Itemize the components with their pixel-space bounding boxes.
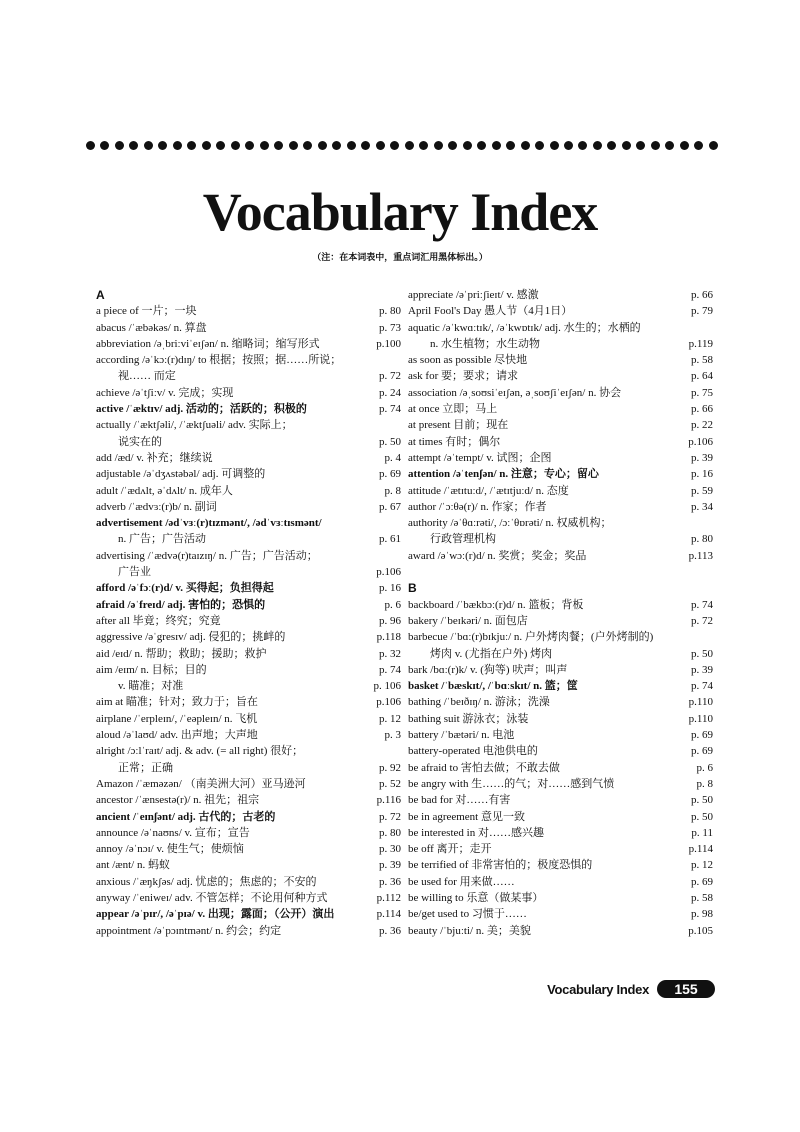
entry-page: p.116	[376, 794, 401, 807]
rule-dot	[521, 141, 530, 150]
index-entry	[408, 303, 713, 319]
index-entry	[408, 629, 713, 645]
index-entry	[408, 841, 713, 857]
entry-text: attempt /əˈtempt/ v. 试图；企图	[408, 451, 552, 464]
index-entry	[96, 531, 401, 547]
entry-text: beauty /ˈbjuːti/ n. 美；美貌	[408, 924, 531, 937]
rule-dot	[100, 141, 109, 150]
entry-text: afraid /əˈfreɪd/ adj. 害怕的；恐惧的	[96, 598, 266, 611]
entry-text: appear /əˈpɪr/, /əˈpɪə/ v. 出现；露面；（公开）演出	[96, 908, 335, 921]
entry-page: p.110	[688, 712, 713, 725]
entry-page: p. 58	[691, 891, 713, 904]
footer-label: Vocabulary Index	[547, 981, 649, 997]
entry-text: aim at 瞄准；针对；致力于；旨在	[96, 696, 258, 709]
index-column-right	[408, 287, 713, 939]
entry-page: p.113	[688, 549, 713, 562]
entry-text: afford /əˈfɔː(r)d/ v. 买得起；负担得起	[96, 582, 274, 595]
entry-page: p. 50	[691, 647, 713, 660]
entry-text: B	[408, 581, 417, 596]
entry-page: p. 106	[373, 680, 401, 693]
entry-text: bathing /ˈbeɪðɪŋ/ n. 游泳；洗澡	[408, 696, 550, 709]
section-letter	[408, 580, 713, 596]
index-entry	[96, 792, 401, 808]
entry-text: battery-operated 电池供电的	[408, 745, 538, 758]
entry-text: ancestor /ˈænsestə(r)/ n. 祖先；祖宗	[96, 794, 260, 807]
entry-page: p. 66	[691, 403, 713, 416]
entry-page: p. 52	[379, 777, 401, 790]
index-entry	[408, 825, 713, 841]
index-entry	[96, 303, 401, 319]
index-entry	[408, 417, 713, 433]
rule-dot	[260, 141, 269, 150]
index-entry	[96, 662, 401, 678]
entry-text: n. 水生植物；水生动物	[430, 337, 540, 350]
index-entry	[408, 613, 713, 629]
entry-page: p. 58	[691, 354, 713, 367]
rule-dot	[216, 141, 225, 150]
entry-text: 说实在的	[118, 435, 162, 448]
entry-text: aquatic /əˈkwɑːtɪk/, /əˈkwɒtɪk/ adj. 水生的；水栖的	[408, 321, 641, 334]
rule-dot	[231, 141, 240, 150]
rule-dot	[593, 141, 602, 150]
entry-text: be angry with 生……的气；对……感到气愤	[408, 777, 615, 790]
page-footer	[540, 979, 715, 999]
entry-text: advertising /ˈædvə(r)taɪzɪŋ/ n. 广告；广告活动；	[96, 549, 318, 562]
index-entry	[96, 776, 401, 792]
rule-dot	[709, 141, 718, 150]
entry-text: association /əˌsoʊsiˈeɪʃən, əˌsoʊʃiˈeɪʃən/ n. 协会	[408, 386, 622, 399]
entry-text: 烤肉 v. (尤指在户外) 烤肉	[430, 647, 553, 660]
entry-text: be/get used to 习惯于……	[408, 908, 527, 921]
rule-dot	[506, 141, 515, 150]
index-entry	[96, 434, 401, 450]
index-entry	[408, 776, 713, 792]
entry-page: p. 39	[691, 451, 713, 464]
entry-page: p. 74	[691, 680, 713, 693]
entry-text: be used for 用来做……	[408, 875, 515, 888]
index-entry	[408, 646, 713, 662]
entry-page: p. 50	[379, 435, 401, 448]
entry-text: achieve /əˈtʃiːv/ v. 完成；实现	[96, 386, 234, 399]
entry-page: p.114	[688, 843, 713, 856]
rule-dot	[550, 141, 559, 150]
rule-dot	[492, 141, 501, 150]
entry-text: be willing to 乐意（做某事）	[408, 891, 544, 904]
index-entry	[408, 548, 713, 564]
entry-page: p. 69	[691, 875, 713, 888]
entry-text: battery /ˈbætəri/ n. 电池	[408, 729, 515, 742]
entry-text: adjustable /əˈdʒʌstəbəl/ adj. 可调整的	[96, 468, 266, 481]
entry-page: p. 4	[384, 451, 401, 464]
entry-page: p. 22	[691, 419, 713, 432]
entry-text: anxious /ˈæŋkʃəs/ adj. 忧虑的；焦虑的；不安的	[96, 875, 317, 888]
entry-text: attitude /ˈætɪtuːd/, /ˈætɪtjuːd/ n. 态度	[408, 484, 569, 497]
entry-text: author /ˈɔːθə(r)/ n. 作家；作者	[408, 500, 547, 513]
rule-dot	[477, 141, 486, 150]
entry-page: p. 96	[379, 614, 401, 627]
index-entry	[408, 597, 713, 613]
entry-page: p. 16	[691, 468, 713, 481]
index-entry	[408, 890, 713, 906]
index-entry	[408, 483, 713, 499]
entry-page: p.106	[688, 435, 713, 448]
entry-text: aid /eɪd/ n. 帮助；救助；援助；救护	[96, 647, 267, 660]
entry-text: adult /ˈædʌlt, əˈdʌlt/ n. 成年人	[96, 484, 233, 497]
entry-text: ant /ænt/ n. 蚂蚁	[96, 859, 170, 872]
rule-dot	[564, 141, 573, 150]
entry-page: p. 59	[691, 484, 713, 497]
entry-page: p. 80	[379, 826, 401, 839]
rule-dot	[129, 141, 138, 150]
index-entry	[408, 874, 713, 890]
index-entry	[96, 743, 401, 759]
index-entry	[408, 385, 713, 401]
index-entry	[96, 809, 401, 825]
rule-dot	[636, 141, 645, 150]
index-entry	[96, 597, 401, 613]
rule-dot	[680, 141, 689, 150]
entry-text: authority /əˈθɑːrəti/, /ɔːˈθɒrəti/ n. 权威机构；	[408, 517, 612, 530]
entry-text: aloud /əˈlaʊd/ adv. 出声地；大声地	[96, 729, 258, 742]
section-letter	[96, 287, 401, 303]
entry-page: p.118	[376, 631, 401, 644]
rule-dot	[376, 141, 385, 150]
entry-page: p. 50	[691, 810, 713, 823]
index-entry	[96, 760, 401, 776]
entry-page: p. 16	[379, 582, 401, 595]
index-entry	[408, 906, 713, 922]
index-entry	[96, 711, 401, 727]
index-entry	[96, 727, 401, 743]
entry-page: p.106	[376, 566, 401, 579]
entry-text: 视…… 而定	[118, 370, 176, 383]
entry-text: attention /əˈtenʃən/ n. 注意；专心；留心	[408, 468, 599, 481]
entry-text: basket /ˈbæskɪt/, /ˈbɑːskɪt/ n. 篮；筐	[408, 680, 578, 693]
entry-page: p. 69	[691, 729, 713, 742]
entry-page: p. 6	[696, 761, 713, 774]
entry-page: p. 66	[691, 289, 713, 301]
entry-text: abacus /ˈæbəkəs/ n. 算盘	[96, 321, 207, 334]
entry-text: April Fool's Day 愚人节（4月1日）	[408, 305, 573, 318]
index-entry	[408, 678, 713, 694]
index-entry	[408, 792, 713, 808]
entry-page: p. 36	[379, 924, 401, 937]
index-entry	[408, 466, 713, 482]
rule-dot	[187, 141, 196, 150]
rule-dot	[245, 141, 254, 150]
entry-text: backboard /ˈbækbɔː(r)d/ n. 篮板；背板	[408, 598, 584, 611]
rule-dot	[144, 141, 153, 150]
entry-text: aggressive /əˈgresɪv/ adj. 侵犯的；挑衅的	[96, 631, 286, 644]
entry-page: p. 32	[379, 647, 401, 660]
rule-dot	[202, 141, 211, 150]
rule-dot	[173, 141, 182, 150]
entry-page: p. 67	[379, 500, 401, 513]
entry-page: p.114	[376, 908, 401, 921]
rule-dot	[434, 141, 443, 150]
entry-page: p. 39	[691, 663, 713, 676]
entry-text: barbecue /ˈbɑː(r)bɪkjuː/ n. 户外烤肉餐；(户外烤制的)	[408, 631, 654, 644]
index-entry	[96, 580, 401, 596]
index-entry	[408, 368, 713, 384]
rule-dot	[448, 141, 457, 150]
index-entry	[96, 385, 401, 401]
entry-text: be in agreement 意见一致	[408, 810, 525, 823]
entry-text: actually /ˈæktʃəli/, /ˈæktʃuəli/ adv. 实际上；	[96, 419, 293, 432]
entry-text: bathing suit 游泳衣；泳装	[408, 712, 529, 725]
entry-text: alright /ɔːlˈraɪt/ adj. & adv. (= all right) 很好；	[96, 745, 304, 758]
entry-text: be bad for 对……有害	[408, 794, 511, 807]
index-entry	[408, 434, 713, 450]
entry-page: p. 6	[384, 598, 401, 611]
entry-text: at present 目前；现在	[408, 419, 509, 432]
rule-dot	[318, 141, 327, 150]
index-entry	[96, 646, 401, 662]
index-entry	[408, 401, 713, 417]
entry-text: v. 瞄准；对准	[118, 680, 184, 693]
rule-dot	[651, 141, 660, 150]
rule-dot	[332, 141, 341, 150]
index-entry	[408, 727, 713, 743]
entry-text: add /æd/ v. 补充；继续说	[96, 451, 213, 464]
index-note: （注：在本词表中，重点词汇用黑体标出。）	[312, 253, 488, 263]
entry-page: p. 92	[379, 761, 401, 774]
entry-page: p.105	[688, 924, 713, 937]
section-spacer	[408, 564, 713, 580]
entry-text: advertisement /ədˈvɜː(r)tɪzmənt/, /ədˈvɜːtɪsmənt/	[96, 517, 322, 530]
index-entry	[96, 401, 401, 417]
entry-text: 正常；正确	[118, 761, 173, 774]
index-column-left	[96, 287, 401, 939]
index-entry	[408, 662, 713, 678]
index-entry	[96, 320, 401, 336]
index-entry	[408, 923, 713, 939]
entry-text: after all 毕竟；终究；究竟	[96, 614, 221, 627]
entry-page: p. 12	[379, 712, 401, 725]
index-entry	[408, 336, 713, 352]
entry-text: be interested in 对……感兴趣	[408, 826, 544, 839]
page-title: Vocabulary Index	[202, 182, 598, 242]
entry-page: p. 34	[691, 500, 713, 513]
index-entry	[96, 694, 401, 710]
index-entry	[408, 287, 713, 303]
rule-dot	[289, 141, 298, 150]
entry-text: according /əˈkɔː(r)dɪŋ/ to 根据；按照；据……所说；	[96, 354, 342, 367]
rule-dot	[390, 141, 399, 150]
entry-page: p. 80	[379, 305, 401, 318]
entry-page: p.112	[376, 891, 401, 904]
index-entry	[96, 841, 401, 857]
entry-text: bakery /ˈbeɪkəri/ n. 面包店	[408, 614, 528, 627]
index-entry	[96, 499, 401, 515]
entry-page: p. 80	[691, 533, 713, 546]
index-entry	[96, 890, 401, 906]
index-entry	[96, 515, 401, 531]
entry-page: p. 64	[691, 370, 713, 383]
entry-text: bark /bɑː(r)k/ v. (狗等) 吠声；叫声	[408, 663, 568, 676]
rule-dot	[347, 141, 356, 150]
index-entry	[96, 857, 401, 873]
rule-dot	[361, 141, 370, 150]
entry-page: p. 12	[691, 859, 713, 872]
entry-page: p. 72	[379, 370, 401, 383]
index-entry	[408, 450, 713, 466]
entry-text: anyway /ˈeniweɪ/ adv. 不管怎样；不论用何种方式	[96, 891, 328, 904]
entry-text: a piece of 一片；一块	[96, 305, 197, 318]
index-entry	[96, 466, 401, 482]
rule-dot	[694, 141, 703, 150]
index-entry	[408, 694, 713, 710]
index-entry	[96, 417, 401, 433]
index-entry	[408, 760, 713, 776]
entry-page: p. 69	[691, 745, 713, 758]
entry-page: p.110	[688, 696, 713, 709]
index-entry	[96, 923, 401, 939]
index-entry	[96, 564, 401, 580]
entry-text: A	[96, 288, 105, 302]
index-entry	[408, 320, 713, 336]
index-entry	[408, 743, 713, 759]
entry-page: p. 11	[691, 826, 713, 839]
entry-page: p. 75	[691, 386, 713, 399]
index-entry	[96, 450, 401, 466]
entry-page: p. 3	[384, 729, 401, 742]
entry-text: 行政管理机构	[430, 533, 496, 546]
entry-text: 广告业	[118, 566, 151, 579]
entry-page: p.106	[376, 696, 401, 709]
index-entry	[96, 368, 401, 384]
entry-text: award /əˈwɔː(r)d/ n. 奖赏；奖金；奖品	[408, 549, 587, 562]
index-entry	[96, 874, 401, 890]
entry-page: p. 50	[691, 794, 713, 807]
entry-text: be afraid to 害怕去做；不敢去做	[408, 761, 560, 774]
index-entry	[96, 825, 401, 841]
entry-text: announce /əˈnaʊns/ v. 宣布；宣告	[96, 826, 250, 839]
index-entry	[408, 711, 713, 727]
index-entry	[96, 352, 401, 368]
rule-dot	[419, 141, 428, 150]
entry-text: airplane /ˈerpleɪn/, /ˈeəpleɪn/ n. 飞机	[96, 712, 258, 725]
entry-page: p. 73	[379, 321, 401, 334]
rule-dot	[303, 141, 312, 150]
rule-dot	[578, 141, 587, 150]
rule-dot	[405, 141, 414, 150]
index-entry	[96, 613, 401, 629]
index-entry	[408, 531, 713, 547]
entry-page: p. 74	[379, 403, 401, 416]
entry-text: adverb /ˈædvɜː(r)b/ n. 副词	[96, 500, 217, 513]
entry-page: p. 74	[379, 663, 401, 676]
entry-text: as soon as possible 尽快地	[408, 354, 528, 367]
entry-text: at times 有时；偶尔	[408, 435, 501, 448]
index-entry	[96, 483, 401, 499]
entry-page: p. 72	[691, 614, 713, 627]
entry-page: p. 79	[691, 305, 713, 318]
entry-page: p. 8	[696, 777, 713, 790]
entry-page: p. 74	[691, 598, 713, 611]
entry-text: appreciate /əˈpriːʃieɪt/ v. 感激	[408, 289, 539, 301]
rule-dot	[665, 141, 674, 150]
entry-text: annoy /əˈnɔɪ/ v. 使生气；使烦恼	[96, 843, 244, 856]
entry-text: be terrified of 非常害怕的；极度恐惧的	[408, 859, 593, 872]
index-entry	[408, 352, 713, 368]
rule-dot	[622, 141, 631, 150]
entry-text: abbreviation /əˌbriːviˈeɪʃən/ n. 缩略词；缩写形式	[96, 337, 320, 350]
entry-text: appointment /əˈpɔɪntmənt/ n. 约会；约定	[96, 924, 282, 937]
entry-text: Amazon /ˈæməzən/ （南美洲大河）亚马逊河	[96, 777, 306, 790]
entry-page: p. 72	[379, 810, 401, 823]
rule-dot	[274, 141, 283, 150]
entry-page: p. 8	[384, 484, 401, 497]
entry-page: p. 30	[379, 843, 401, 856]
index-entry	[408, 499, 713, 515]
rule-dot	[86, 141, 95, 150]
page-number-badge: 155	[657, 980, 715, 998]
index-entry	[408, 809, 713, 825]
entry-page: p.119	[688, 337, 713, 350]
rule-dot	[115, 141, 124, 150]
entry-text: n. 广告；广告活动	[118, 533, 206, 546]
entry-text: ancient /ˈeɪnʃənt/ adj. 古代的；古老的	[96, 810, 276, 823]
entry-page: p. 39	[379, 859, 401, 872]
entry-text: be off 离开；走开	[408, 843, 492, 856]
entry-text: aim /eɪm/ n. 目标；目的	[96, 663, 207, 676]
dotted-rule	[86, 138, 718, 152]
entry-page: p. 24	[379, 386, 401, 399]
entry-text: active /ˈæktɪv/ adj. 活动的；活跃的；积极的	[96, 403, 307, 416]
entry-text: at once 立即；马上	[408, 403, 498, 416]
index-entry	[96, 336, 401, 352]
rule-dot	[158, 141, 167, 150]
entry-text: ask for 要；要求；请求	[408, 370, 518, 383]
entry-page: p.100	[376, 337, 401, 350]
index-entry	[96, 906, 401, 922]
index-entry	[408, 857, 713, 873]
entry-page: p. 69	[379, 468, 401, 481]
entry-page: p. 61	[379, 533, 401, 546]
entry-page: p. 36	[379, 875, 401, 888]
entry-page: p. 98	[691, 908, 713, 921]
index-entry	[96, 678, 401, 694]
index-entry	[96, 629, 401, 645]
rule-dot	[607, 141, 616, 150]
rule-dot	[535, 141, 544, 150]
rule-dot	[463, 141, 472, 150]
index-entry	[96, 548, 401, 564]
index-entry	[408, 515, 713, 531]
